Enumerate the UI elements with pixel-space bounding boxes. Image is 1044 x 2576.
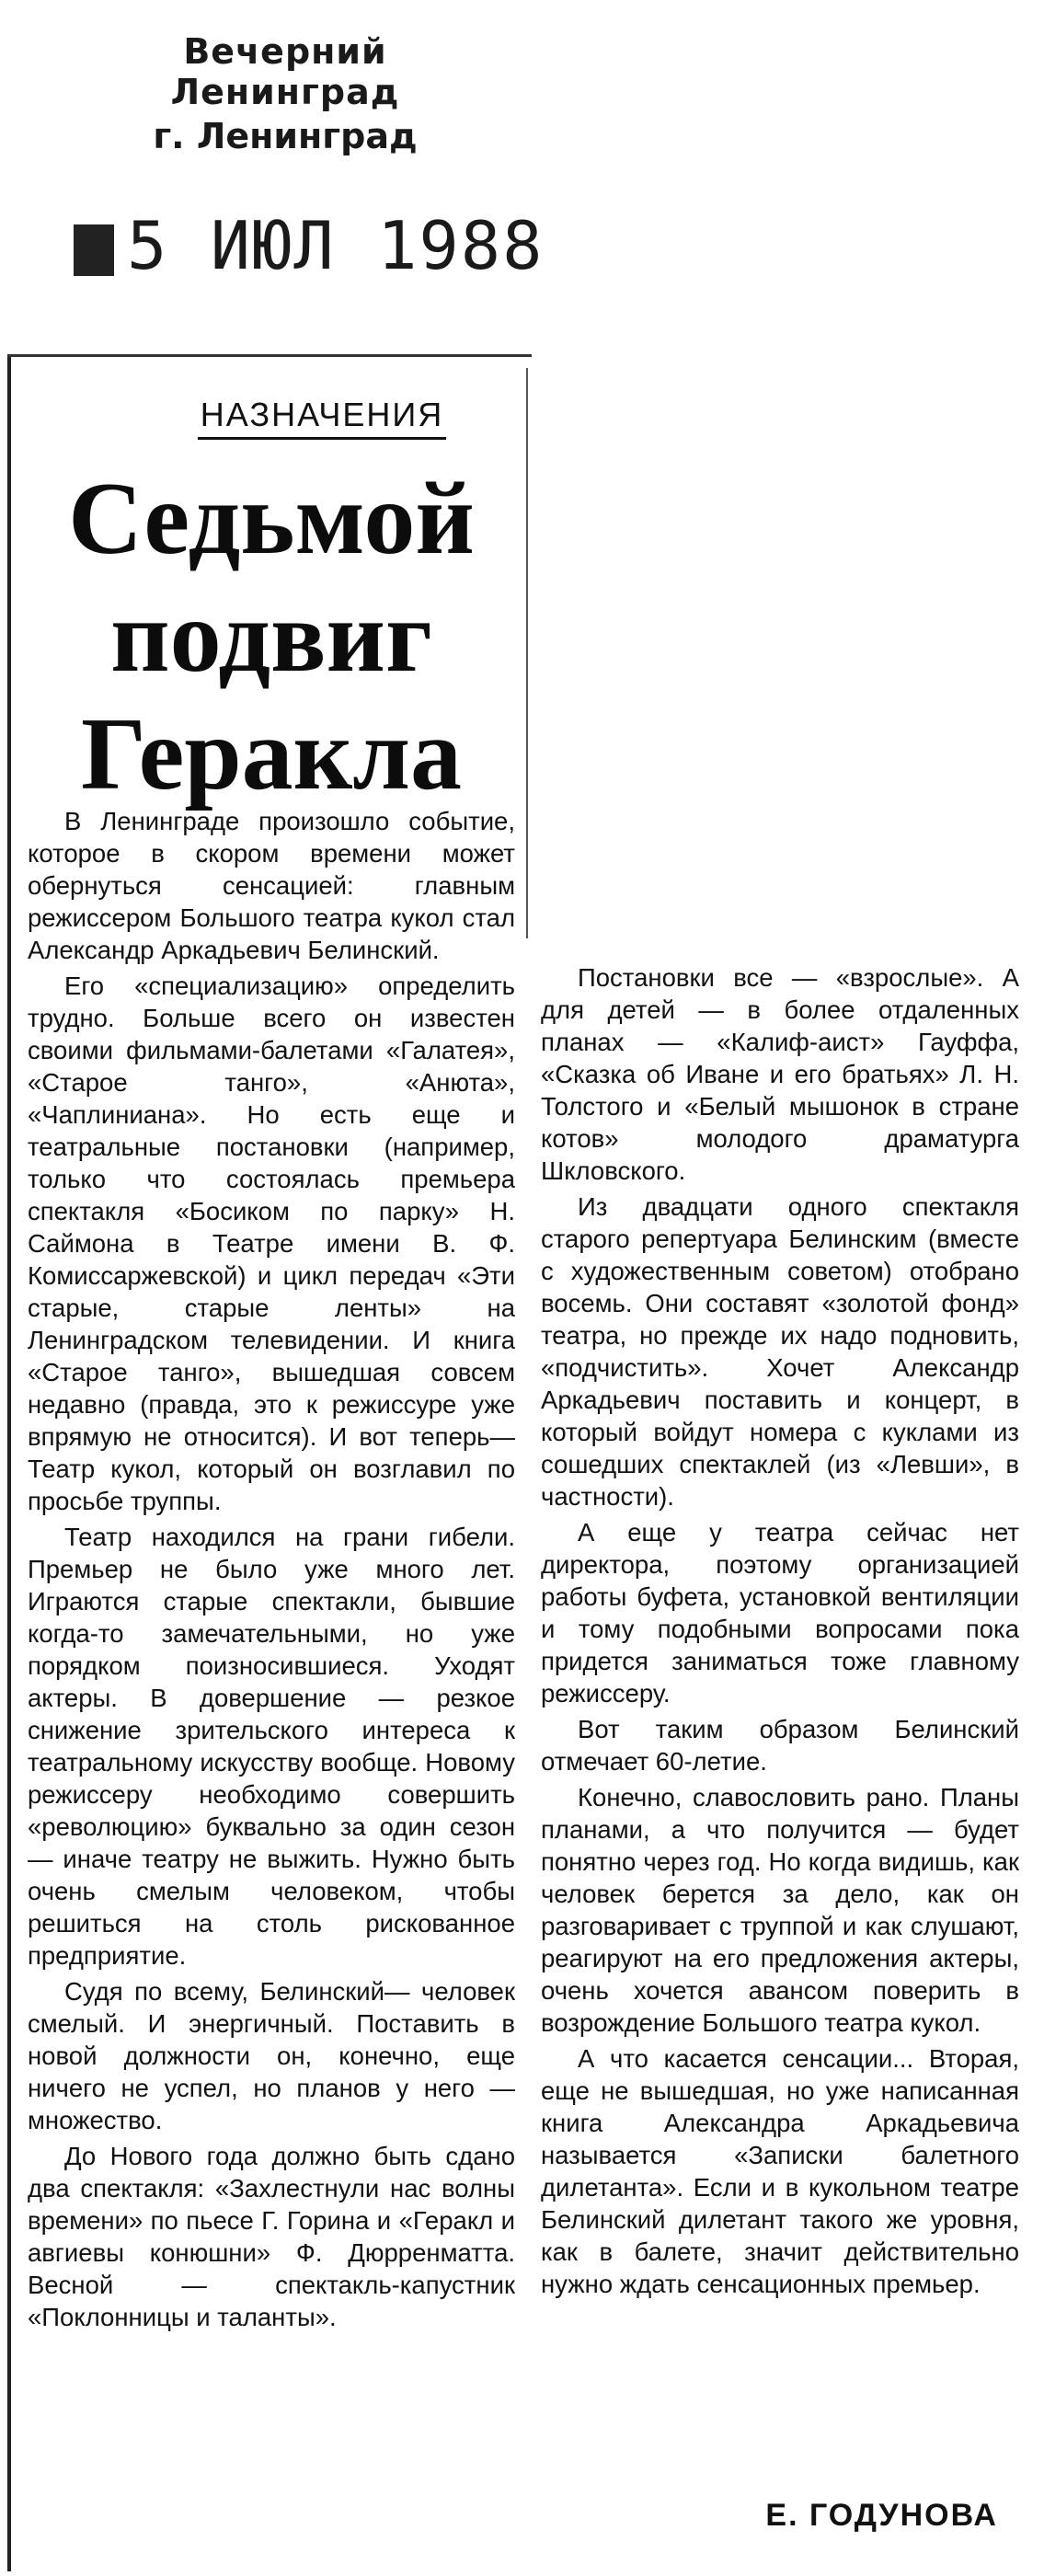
article-rubric: НАЗНАЧЕНИЯ xyxy=(200,396,444,433)
paragraph: В Ленинграде произошло событие, которое в скором времени может обернуться сенсацией: главным режиссером Большого театра кукол стал Александр Аркадьевич Белинский. xyxy=(28,807,515,964)
paragraph: Театр находился на грани гибели. Премьер не было уже много лет. Играются старые спектакли, бывшие когда-то замечательными, но уже порядком поизносившиеся. Уходят актеры. В довершение — резкое снижение зрительского интереса к театральному искусству вообще. Новому режиссеру необходимо совершить «революцию» буквально за один сезон — иначе театру не выжить. Нужно быть очень смелым человеком, чтобы решиться на столь рискованное предприятие. xyxy=(28,1523,515,1970)
article-headline: Седьмой подвиг Геракла xyxy=(68,462,475,811)
date-stamp-text: 5 ИЮЛ 1988 xyxy=(127,207,545,284)
date-stamp xyxy=(74,207,544,284)
article-column-2 xyxy=(541,961,1019,2304)
rubric-underline xyxy=(198,437,446,440)
paragraph: А еще у театра сейчас нет директора, поэтому организацией работы буфета, установкой вентиляции и тому подобными вопросами пока придется заниматься тоже главному режиссеру. xyxy=(541,1518,1019,1708)
newspaper-city: г. Ленинград xyxy=(153,116,418,156)
paragraph: Судя по всему, Белинский— человек смелый. И энергичный. Поставить в новой должности он, конечно, еще ничего не успел, но планов у него — множество. xyxy=(28,1977,515,2134)
clipping-left-edge xyxy=(7,354,11,2571)
clipping-top-edge xyxy=(7,354,532,357)
paragraph: Вот таким образом Белинский отмечает 60-летие. xyxy=(541,1715,1019,1776)
paragraph: До Нового года должно быть сдано два спектакля: «Захлестнули нас волны времени» по пьесе Г. Горина и «Геракл и авгиевы конюшни» Ф. Дюрренматта. Весной — спектакль-капустник «Поклонницы и таланты». xyxy=(28,2142,515,2331)
article-author: Е. ГОДУНОВА xyxy=(765,2498,998,2533)
paragraph: Постановки все — «взрослые». А для детей — в более отдаленных планах — «Калиф-аист» Гауффа, «Сказка об Иване и его братьях» Л. Н. Толстого и «Белый мышонок в стране котов» молодого драматурга Шкловского. xyxy=(541,963,1019,1185)
clipping-right-edge xyxy=(526,368,528,938)
paragraph: Из двадцати одного спектакля старого репертуара Белинским (вместе с художественным советом) отобрано восемь. Они составят «золотой фонд» театра, но прежде их надо подновить, «подчистить». Хочет Александр Аркадьевич поставить и концерт, в который войдут номера с куклами из сошедших спектаклей (из «Левши», в частности). xyxy=(541,1192,1019,1511)
paragraph: Конечно, славословить рано. Планы планами, а что получится — будет понятно через год. Но когда видишь, как человек берется за дело, как он разговаривает с труппой и как слушают, реагируют на его предложения актеры, очень хочется авансом поверить в возрождение Большого театра кукол. xyxy=(541,1783,1019,2037)
stamp-mark-icon xyxy=(74,224,114,276)
article-column-1 xyxy=(28,805,515,2337)
newspaper-name: Вечерний Ленинград xyxy=(170,31,400,112)
newspaper-stamp xyxy=(83,31,488,156)
paragraph: А что касается сенсации... Вторая, еще не вышедшая, но уже написанная книга Александра Аркадьевича называется «Записки балетного дилетанта». Если и в кукольном театре Белинский дилетант такого же уровня, как в балете, значит действительно нужно ждать сенсационных премьер. xyxy=(541,2044,1019,2298)
paragraph: Его «специализацию» определить трудно. Больше всего он известен своими фильмами-балетами «Галатея», «Старое танго», «Анюта», «Чаплиниана». Но есть еще и театральные постановки (например, только что состоялась премьера спектакля «Босиком по парку» Н. Саймона в Театре имени В. Ф. Комиссаржевской) и цикл передач «Эти старые, старые ленты» на Ленинградском телевидении. И книга «Старое танго», вышедшая совсем недавно (правда, это к режиссуре уже впрямую не относится). И вот теперь— Театр кукол, который он возглавил по просьбе труппы. xyxy=(28,972,515,1515)
